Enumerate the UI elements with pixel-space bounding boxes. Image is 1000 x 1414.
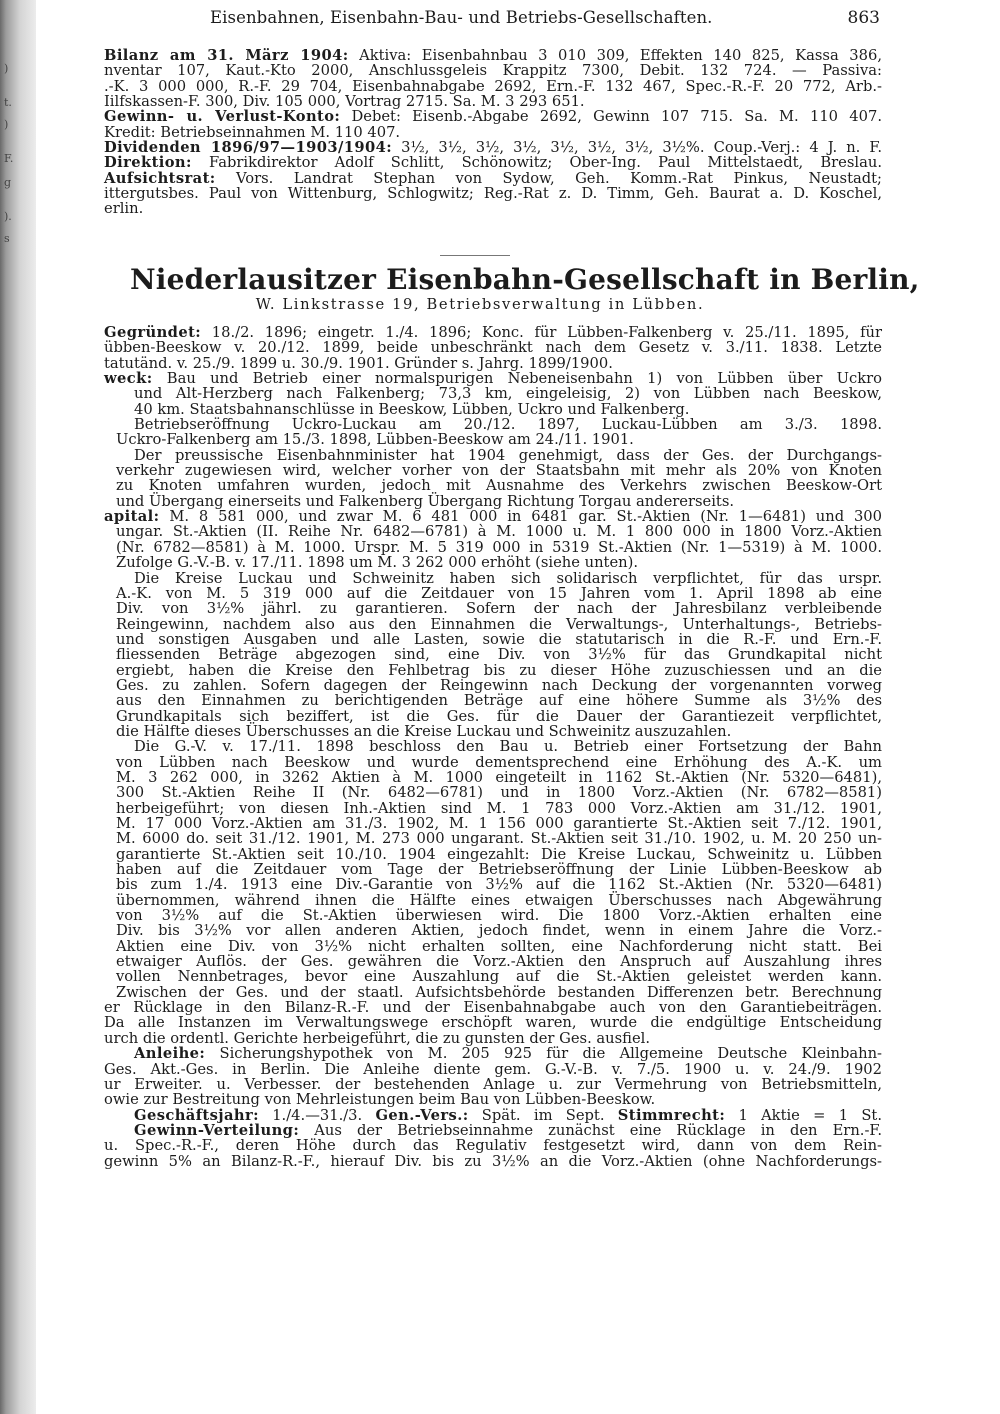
line-text: 18./2. 1896; eingetr. 1./4. 1896; Konc. für Lübben-Falkenberg v. 25./11. 1895, für (201, 324, 882, 341)
line-text: und Alt-Herzberg nach Falkenberg; 73,3 km, eingeleisig, 2) von Lübben nach Beeskow, (134, 385, 882, 403)
scan-binding-edge (0, 0, 36, 1414)
text-line (104, 524, 882, 539)
running-title: Eisenbahnen, Eisenbahn-Bau- und Betriebs-Gesellschaften. (210, 8, 713, 27)
line-text: owie zur Bestreitung von Mehrleistungen beim Bau von Lübben-Beeskow. (104, 1091, 656, 1109)
text-line (104, 402, 882, 417)
line-text: Ges. Akt.-Ges. in Berlin. Die Anleihe diente gem. G.-V.-B. v. 7./5. 1900 u. v. 24./9. 1902 (104, 1060, 882, 1078)
text-line (104, 48, 882, 63)
line-text: Zwischen der Ges. und der staatl. Aufsichtsbehörde bestanden Differenzen betr. Berechnung (116, 983, 882, 1001)
line-text: etwaiger Auflös. der Ges. gewähren die Vorz.-Aktien den Anspruch auf Auszahlung ihres (116, 953, 882, 971)
text-line (104, 1015, 882, 1030)
entry-body (104, 325, 882, 1169)
line-text: vollen Nennbetrages, bevor eine Auszahlung auf die St.-Aktien geleistet werden kann. (116, 968, 882, 986)
line-text: tatutänd. v. 25./9. 1899 u. 30./9. 1901. Gründer s. Jahrg. 1899/1900. (104, 354, 613, 372)
section-keyword: Aufsichtsrat: (104, 169, 216, 187)
text-line (104, 724, 882, 739)
line-text: und Übergang einerseits und Falkenberg Übergang Richtung Torgau andererseits. (116, 492, 735, 510)
line-text: Bau und Betrieb einer normalspurigen Nebeneisenbahn 1) von Lübben über Uckro (152, 370, 882, 388)
text-line (104, 571, 882, 586)
text-line (104, 678, 882, 693)
text-line (104, 954, 882, 969)
section-divider (440, 255, 510, 256)
text-line (104, 939, 882, 954)
line-text: fliessenden Beträge abgezogen sind, eine Div. von 3½% für das Grundkapital nicht (116, 646, 882, 664)
text-line (104, 356, 882, 371)
text-line (104, 125, 882, 140)
text-line (104, 109, 882, 124)
line-text: zu Knoten umfahren wurden, jedoch mit Ausnahme des Verkehrs zwischen Beeskow-Ort (116, 477, 882, 495)
line-text: 1 Aktie = 1 St. (725, 1106, 882, 1124)
line-text: Reingewinn, nachdem also aus den Einnahmen die Verwaltungs-, Unterhaltungs-, Betriebs- (116, 615, 882, 633)
text-line (104, 386, 882, 401)
line-text: die Hälfte dieses Überschusses an die Kreise Luckau und Schweinitz auszuzahlen. (116, 722, 732, 740)
text-line (104, 617, 882, 632)
line-text: Da alle Instanzen im Verwaltungswege erschöpft waren, wurde die endgültige Entscheidung (104, 1014, 882, 1032)
line-text: ur Erweiter. u. Verbesser. der bestehenden Anlage u. zur Vermehrung von Betriebsmitteln, (104, 1075, 882, 1093)
text-line (104, 555, 882, 570)
text-line (104, 601, 882, 616)
text-line (104, 1000, 882, 1015)
line-text: aus den Einnahmen zu berichtigenden Beträge auf eine höhere Summe als 3½% des (116, 692, 882, 710)
text-line (104, 985, 882, 1000)
text-line (104, 417, 882, 432)
previous-entry-tail (104, 48, 882, 217)
margin-fragment: ). (4, 210, 12, 223)
margin-fragment: s (4, 232, 10, 245)
text-line (104, 1062, 882, 1077)
line-text: Ges. zu zahlen. Sofern dagegen der Reingewinn nach Deckung der vorgenannten vorweg (116, 676, 882, 694)
section-keyword: Dividenden 1896/97—1903/1904: (104, 139, 393, 157)
text-line (104, 478, 882, 493)
line-text: 40 km. Staatsbahnanschlüsse in Beeskow, Lübben, Uckro und Falkenberg. (134, 400, 690, 418)
text-line (104, 693, 882, 708)
line-text: Iilfskassen-F. 300, Div. 105 000, Vortrag 2715. Sa. M. 3 293 651. (104, 93, 585, 111)
line-text: Div. von 3½% jährl. zu garantieren. Sofern der nach der Jahresbilanz verbleibende (116, 600, 882, 618)
text-line (104, 862, 882, 877)
text-line (104, 448, 882, 463)
line-text: ittergutsbes. Paul von Wittenburg, Schlogwitz; Reg.-Rat z. D. Timm, Geh. Baurat a. D. Koschel, (104, 185, 882, 203)
line-text: M. 17 000 Vorz.-Aktien am 31./3. 1902, M. 1 156 000 garantierte St.-Aktien seit 7./12. 1901, (116, 815, 882, 832)
line-text: Kredit: Betriebseinnahmen M. 110 407. (104, 123, 401, 141)
text-line (104, 201, 882, 216)
line-text: 3½, 3½, 3½, 3½, 3½, 3½, 3½, 3½%. Coup.-Verj.: 4 J. n. F. (392, 139, 882, 157)
line-text: nventar 107, Kaut.-Kto 2000, Anschlussgeleis Krappitz 7300, Debit. 132 724. — Passiva: (104, 62, 882, 80)
text-line (104, 785, 882, 800)
section-keyword: Gewinn-Verteilung: (134, 1121, 300, 1139)
text-line (104, 371, 882, 386)
line-text: 1./4.—31./3. (258, 1106, 376, 1124)
text-line (104, 770, 882, 785)
line-text: er Rücklage in den Bilanz-R.-F. und der Eisenbahnabgabe auch von den Garantiebeiträgen. (104, 999, 882, 1017)
line-text: Die G.-V. v. 17./11. 1898 beschloss den Bau u. Betrieb einer Fortsetzung der Bahn (134, 738, 882, 756)
text-line (104, 709, 882, 724)
section-keyword: Stimmrecht: (617, 1106, 726, 1124)
line-text: gewinn 5% an Bilanz-R.-F., hierauf Div. bis zu 3½% an die Vorz.-Aktien (ohne Nachforderungs- (104, 1152, 882, 1170)
text-line (104, 816, 882, 831)
line-text: urch die ordentl. Gerichte herbeigeführt, die zu gunsten der Ges. ausfiel. (104, 1029, 651, 1047)
text-line (104, 908, 882, 923)
line-text: 300 St.-Aktien Reihe II (Nr. 6482—6781) und in 1800 Vorz.-Aktien (Nr. 6782—8581) (116, 784, 882, 802)
line-text: u. Spec.-R.-F., deren Höhe durch das Regulativ festgesetzt wird, dann von dem Rein- (104, 1137, 882, 1155)
line-text: Fabrikdirektor Adolf Schlitt, Schönowitz; Ober-Ing. Paul Mittelstaedt, Breslau. (191, 154, 882, 172)
line-text: verkehr zugewiesen wird, welcher vorher von der Staatsbahn mit mehr als 20% von Knoten (116, 462, 882, 480)
line-text: (Nr. 6782—8581) à M. 1000. Urspr. M. 5 319 000 in 5319 St.-Aktien (Nr. 1—5319) à M. 1000. (116, 538, 882, 556)
text-line (104, 1031, 882, 1046)
line-text: .-K. 3 000 000, R.-F. 29 704, Eisenbahnabgabe 2692, Ern.-F. 132 467, Spec.-R.-F. 20 772, Arb.- (104, 77, 882, 95)
margin-fragment: ) (4, 62, 9, 75)
margin-fragment: F. (4, 152, 14, 165)
line-text: Div. bis 3½% vor allen anderen Aktien, jedoch findet, wenn in einem Jahre die Vorz.- (116, 922, 882, 940)
line-text: Die Kreise Luckau und Schweinitz haben sich solidarisch verpflichtet, für das urspr. (134, 569, 882, 587)
line-text: garantierte St.-Aktien seit 10./10. 1904 eingezahlt: Die Kreise Luckau, Schweinitz u. Lübben (116, 845, 882, 863)
section-keyword: Anleihe: (134, 1045, 206, 1063)
margin-fragment: ) (4, 118, 9, 131)
line-text: von Lübben nach Beeskow und wurde dementsprechend eine Erhöhung des A.-K. um (116, 753, 882, 771)
section-keyword: Bilanz am 31. März 1904: (104, 47, 349, 64)
line-text: von 3½% auf die St.-Aktien überwiesen wird. Die 1800 Vorz.-Aktien erhalten eine (116, 907, 882, 925)
line-text: übben-Beeskow v. 20./12. 1899, beide unbeschränkt nach dem Gesetz v. 3./11. 1838. Letzte (104, 339, 882, 357)
text-line (104, 463, 882, 478)
line-text: M. 3 262 000, in 3262 Aktien à M. 1000 eingeteilt in 1162 St.-Aktien (Nr. 5320—6481), (116, 768, 882, 786)
line-text: Der preussische Eisenbahnminister hat 1904 genehmigt, dass der Ges. der Durchgangs- (134, 446, 882, 464)
text-line (104, 340, 882, 355)
text-line (104, 739, 882, 754)
text-line (104, 663, 882, 678)
line-text: Sicherungshypothek von M. 205 925 für die Allgemeine Deutsche Kleinbahn- (205, 1045, 882, 1063)
section-keyword: Gegründet: (104, 324, 202, 341)
text-line (104, 1108, 882, 1123)
text-line (104, 755, 882, 770)
text-line (104, 1077, 882, 1092)
text-line (104, 801, 882, 816)
line-text: Aktiva: Eisenbahnbau 3 010 309, Effekten 140 825, Kassa 386, (348, 47, 882, 64)
line-text: und sonstigen Ausgaben und alle Lasten, sowie die statutarisch in die R.-F. und Ern.-F. (116, 630, 882, 648)
section-keyword: Gewinn- u. Verlust-Konto: (104, 108, 341, 126)
line-text: Zufolge G.-V.-B. v. 17./11. 1898 um M. 3 262 000 erhöht (siehe unten). (116, 554, 638, 572)
line-text: Betriebseröffnung Uckro-Luckau am 20./12. 1897, Luckau-Lübben am 3./3. 1898. (134, 416, 882, 434)
line-text: erlin. (104, 200, 144, 218)
section-keyword: Gen.-Vers.: (375, 1106, 469, 1124)
text-line (104, 1046, 882, 1061)
text-line (104, 877, 882, 892)
text-line (104, 831, 882, 846)
line-text: übernommen, während ihnen die Hälfte eines etwaigen Überschusses nach Abgewährung (116, 891, 882, 909)
section-keyword: Direktion: (104, 154, 192, 172)
text-line (104, 1154, 882, 1169)
text-line (104, 432, 882, 447)
text-line (104, 79, 882, 94)
text-line (104, 1138, 882, 1153)
line-text: Vors. Landrat Stephan von Sydow, Geh. Komm.-Rat Pinkus, Neustadt; (215, 169, 882, 187)
text-line (104, 155, 882, 170)
text-line (104, 923, 882, 938)
line-text: M. 6000 do. seit 31./12. 1901, M. 273 000 ungarant. St.-Aktien seit 31./10. 1902, u. M. 20 250 un- (116, 830, 882, 848)
line-text: Aus der Betriebseinnahme zunächst eine Rücklage in den Ern.-F. (299, 1121, 882, 1139)
line-text: ergiebt, haben die Kreise den Fehlbetrag bis zu dieser Höhe zuzuschiessen und an die (116, 661, 882, 679)
line-text: M. 8 581 000, und zwar M. 6 481 000 in 6481 gar. St.-Aktien (Nr. 1—6481) und 300 (159, 508, 882, 526)
text-line (104, 325, 882, 340)
line-text: bis zum 1./4. 1913 eine Div.-Garantie von 3½% auf die 1162 St.-Aktien (Nr. 5320—6481) (116, 876, 882, 894)
line-text: herbeigeführt; von diesen Inh.-Aktien sind M. 1 783 000 Vorz.-Aktien am 31./12. 1901, (116, 799, 882, 817)
text-line (104, 186, 882, 201)
text-line (104, 647, 882, 662)
text-line (104, 140, 882, 155)
text-line (104, 632, 882, 647)
text-line (104, 94, 882, 109)
text-line (104, 494, 882, 509)
text-line (104, 540, 882, 555)
line-text: Grundkapitals sich beziffert, ist die Ges. für die Dauer der Garantiezeit verpflichtet, (116, 707, 882, 725)
page-number: 863 (847, 8, 880, 28)
section-keyword: Geschäftsjahr: (134, 1106, 259, 1124)
text-line (104, 63, 882, 78)
text-line (104, 509, 882, 524)
text-line (104, 586, 882, 601)
section-keyword: weck: (104, 370, 153, 388)
text-line (104, 847, 882, 862)
margin-fragment: g (4, 176, 12, 189)
text-line (104, 969, 882, 984)
text-line (104, 171, 882, 186)
entry-title: Niederlausitzer Eisenbahn-Gesellschaft in Berlin, (130, 263, 920, 296)
line-text: Spät. im Sept. (468, 1106, 618, 1124)
line-text: Uckro-Falkenberg am 15./3. 1898, Lübben-Beeskow am 24./11. 1901. (116, 431, 634, 449)
line-text: Aktien eine Div. von 3½% nicht erhalten sollten, eine Nachforderung nicht statt. Bei (116, 937, 882, 955)
text-line (104, 893, 882, 908)
section-keyword: apital: (104, 508, 160, 526)
text-line (104, 1092, 882, 1107)
entry-subtitle: W. Linkstrasse 19, Betriebsverwaltung in Lübben. (255, 296, 705, 313)
line-text: Debet: Eisenb.-Abgabe 2692, Gewinn 107 715. Sa. M. 110 407. (340, 108, 882, 126)
margin-fragment: t. (4, 96, 12, 109)
line-text: ungar. St.-Aktien (II. Reihe Nr. 6482—6781) à M. 1000 u. M. 1 800 000 in 1800 Vorz.-Aktien (116, 523, 882, 541)
text-line (104, 1123, 882, 1138)
line-text: A.-K. von M. 5 319 000 auf die Zeitdauer von 15 Jahren vom 1. April 1898 ab eine (116, 584, 882, 602)
line-text: haben auf die Zeitdauer vom Tage der Betriebseröffnung der Linie Lübben-Beeskow ab (116, 861, 882, 879)
